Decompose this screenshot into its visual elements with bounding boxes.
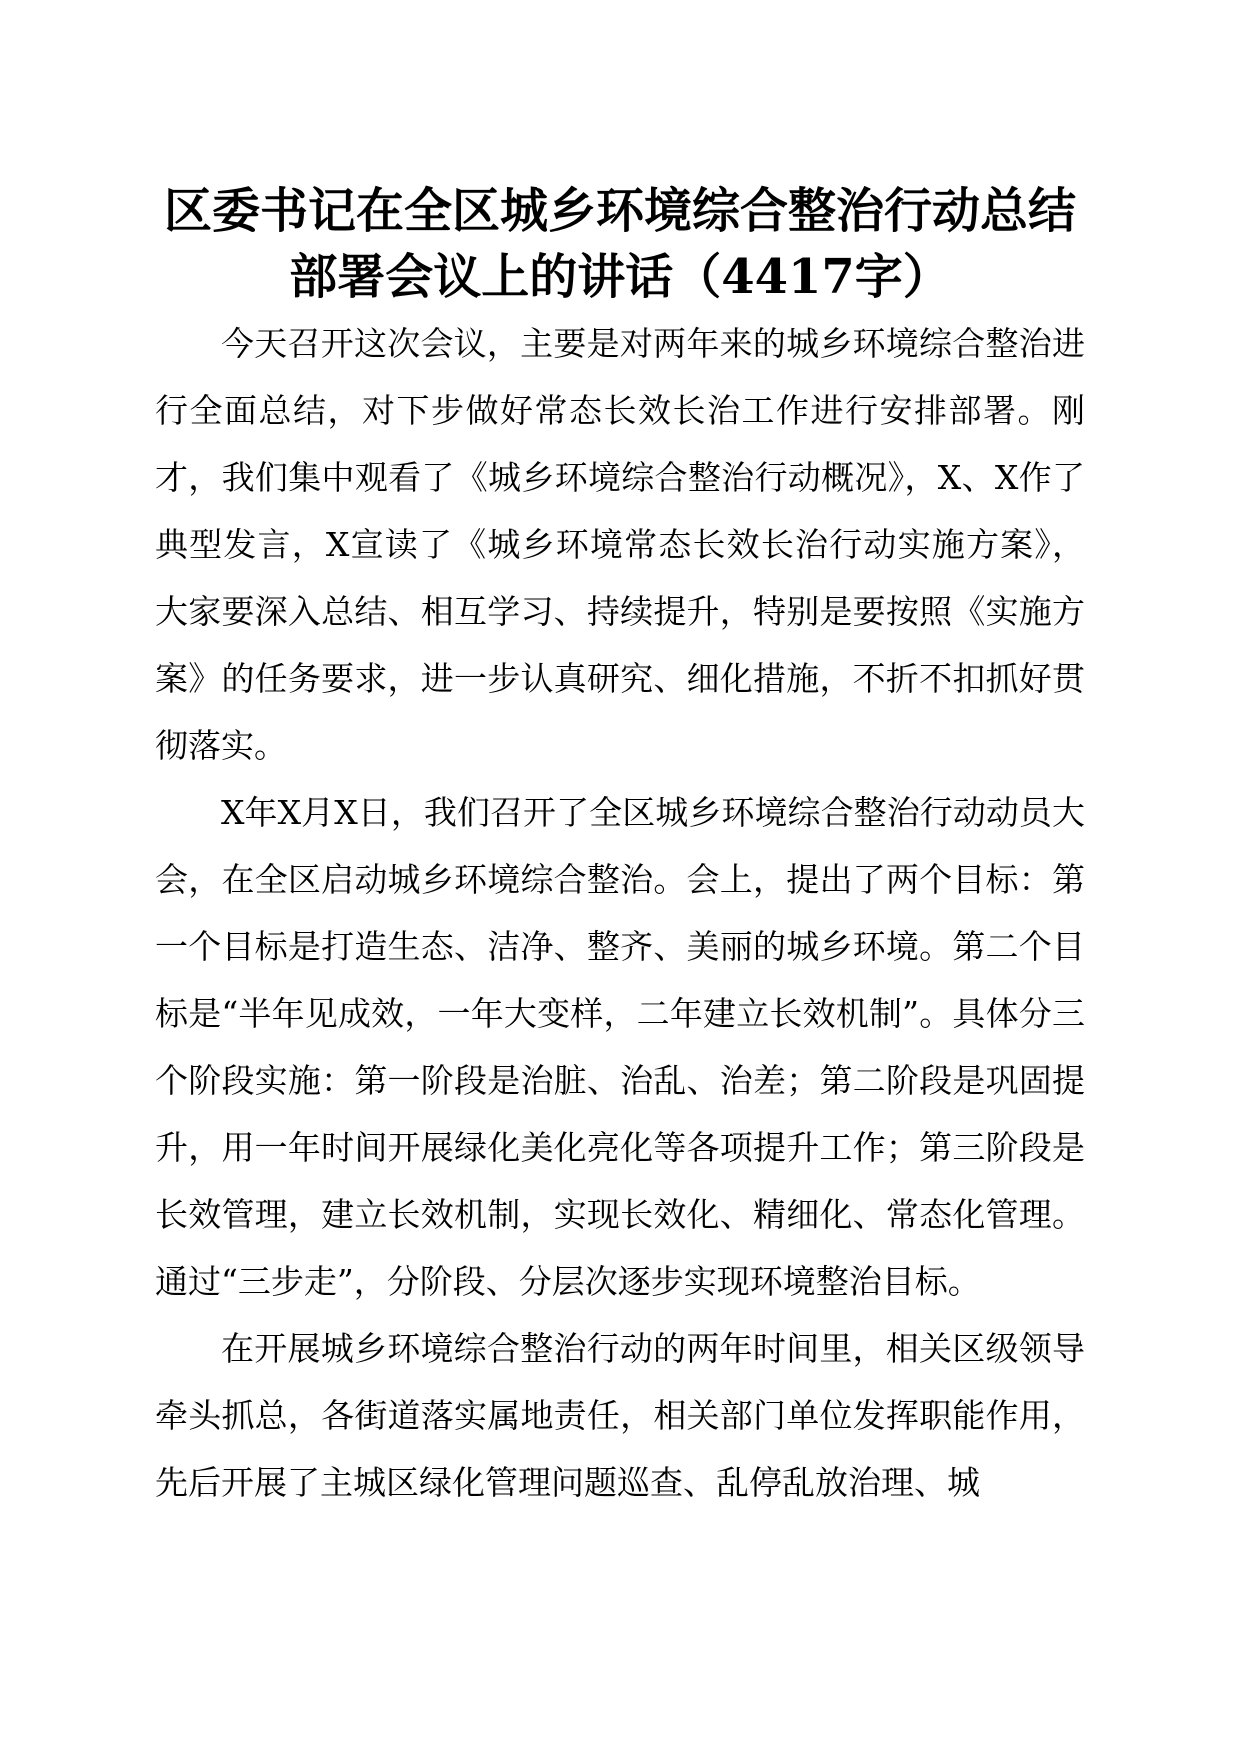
document-title: 区委书记在全区城乡环境综合整治行动总结部署会议上的讲话（4417字） [163, 183, 1076, 305]
document-body [155, 310, 1085, 1516]
paragraph: 今天召开这次会议，主要是对两年来的城乡环境综合整治进行全面总结，对下步做好常态长效长治工作进行安排部署。刚才，我们集中观看了《城乡环境综合整治行动概况》，X、X作了典型发言，X宣读了《城乡环境常态长效长治行动实施方案》，大家要深入总结、相互学习、持续提升，特别是要按照《实施方案》的任务要求，进一步认真研究、细化措施，不折不扣抓好贯彻落实。 [155, 324, 1085, 765]
paragraph: X年X月X日，我们召开了全区城乡环境综合整治行动动员大会，在全区启动城乡环境综合整治。会上，提出了两个目标：第一个目标是打造生态、洁净、整齐、美丽的城乡环境。第二个目标是“半年见成效，一年大变样，二年建立长效机制”。具体分三个阶段实施：第一阶段是治脏、治乱、治差；第二阶段是巩固提升，用一年时间开展绿化美化亮化等各项提升工作；第三阶段是长效管理，建立长效机制，实现长效化、精细化、常态化管理。通过“三步走”，分阶段、分层次逐步实现环境整治目标。 [155, 793, 1085, 1301]
paragraph: 在开展城乡环境综合整治行动的两年时间里，相关区级领导牵头抓总，各街道落实属地责任，相关部门单位发挥职能作用，先后开展了主城区绿化管理问题巡查、乱停乱放治理、城 [155, 1329, 1085, 1502]
